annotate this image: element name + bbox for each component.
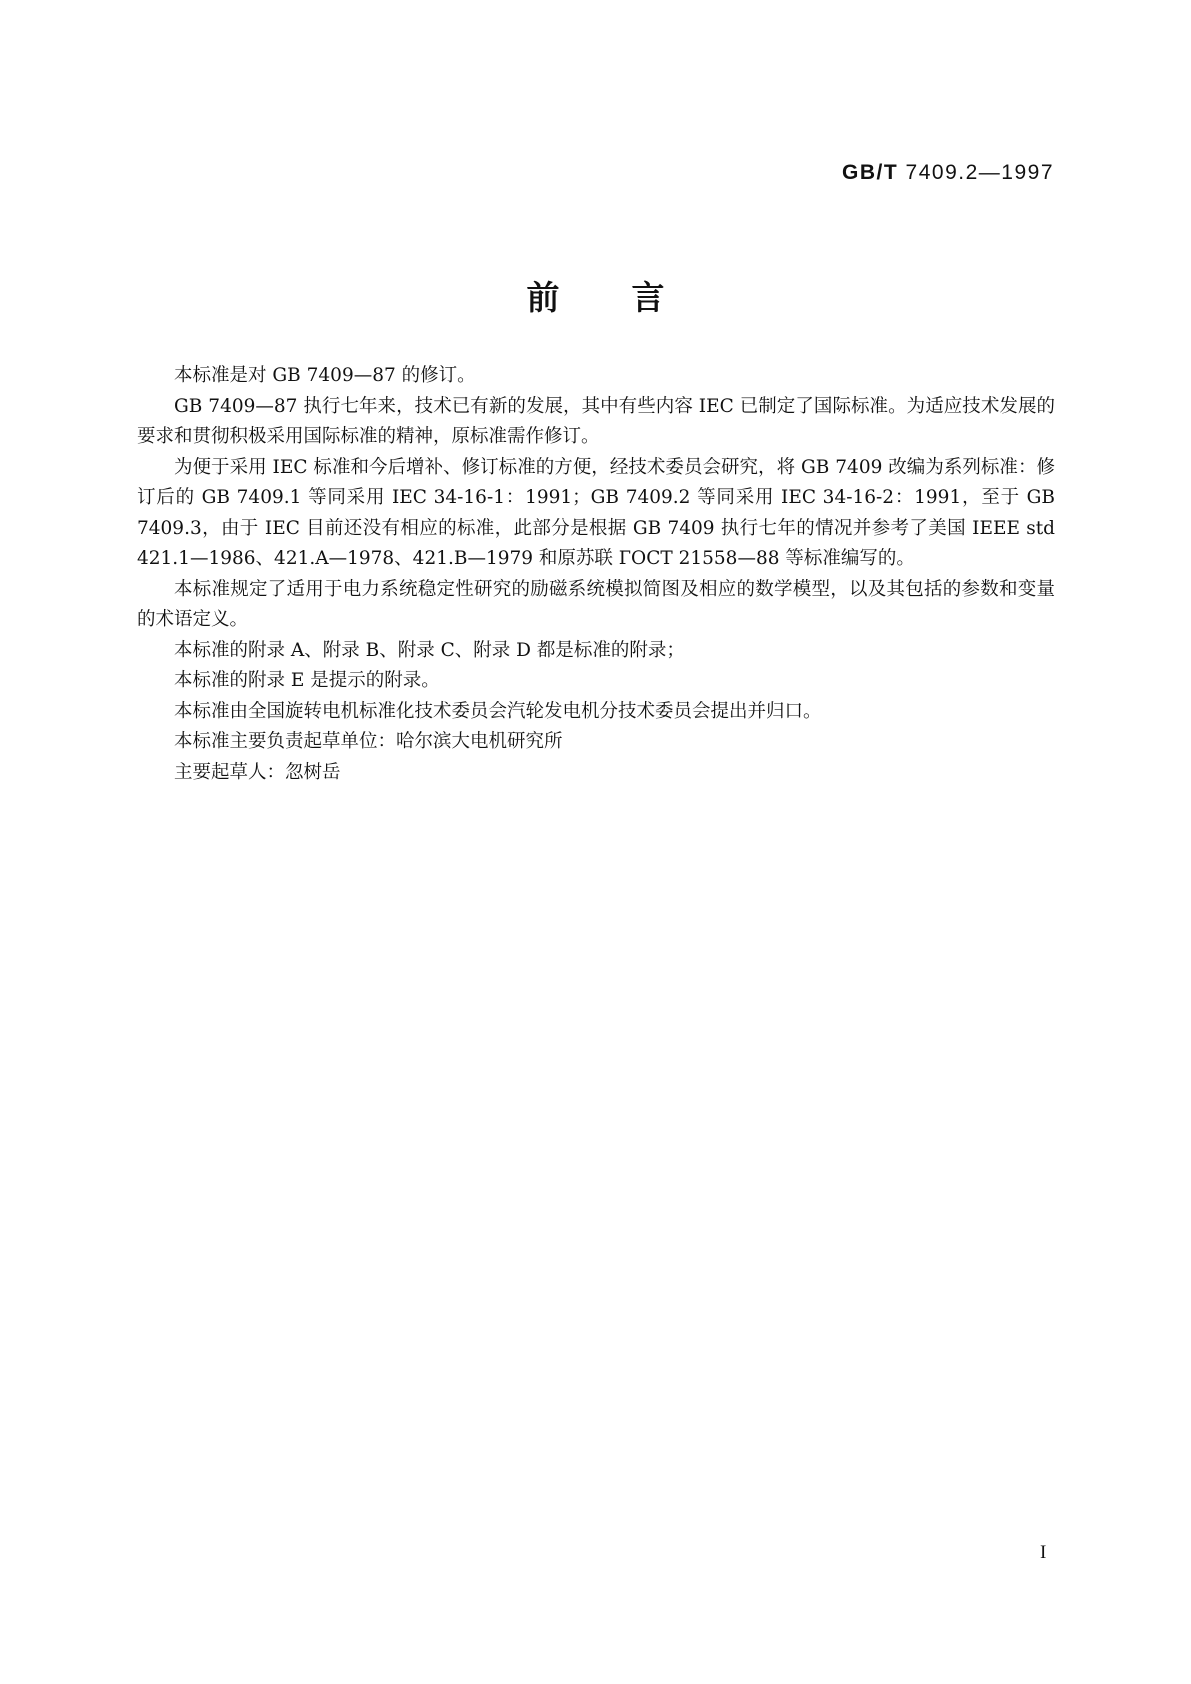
standard-code: 7409.2—1997 [905,161,1054,184]
paragraph-background: GB 7409—87 执行七年来，技术已有新的发展，其中有些内容 IEC 已制定了国际标准。为适应技术发展的要求和贯彻积极采用国际标准的精神，原标准需作修订。 [137,395,1055,447]
paragraph-revision-note: 本标准是对 GB 7409—87 的修订。 [174,365,476,386]
page-title: 前言 [526,278,737,317]
paragraph-normative-annexes: 本标准的附录 A、附录 B、附录 C、附录 D 都是标准的附录； [174,639,685,661]
paragraph-series-structure: 为便于采用 IEC 标准和今后增补、修订标准的方便，经技术委员会研究，将 GB 7409 改编为系列标准：修订后的 GB 7409.1 等同采用 IEC 34-16-1：1991；GB 7409.2 等同采用 IEC 34-16-2：1991，至于 GB 7409.3，由于 IEC 目前还没有相应的标准，此部分是根据 GB 7409 执行七年的情况并参考了美国 IEEE std 421.1—1986、421.A—1978、421.B—1979 和原苏联 ГОСТ 21558—88 等标准编写的。 [137,456,1055,569]
standard-number [842,161,1054,185]
paragraph-informative-annex: 本标准的附录 E 是提示的附录。 [174,670,440,691]
foreword-body [137,361,1055,788]
paragraph-drafters: 主要起草人：忽树岳 [174,761,341,783]
paragraph-scope: 本标准规定了适用于电力系统稳定性研究的励磁系统模拟简图及相应的数学模型，以及其包括的参数和变量的术语定义。 [137,578,1055,630]
page-number: I [1040,1542,1047,1563]
paragraph-proposed-by: 本标准由全国旋转电机标准化技术委员会汽轮发电机分技术委员会提出并归口。 [174,700,822,722]
standard-prefix: GB/T [842,161,899,184]
paragraph-drafting-unit: 本标准主要负责起草单位：哈尔滨大电机研究所 [174,731,563,752]
